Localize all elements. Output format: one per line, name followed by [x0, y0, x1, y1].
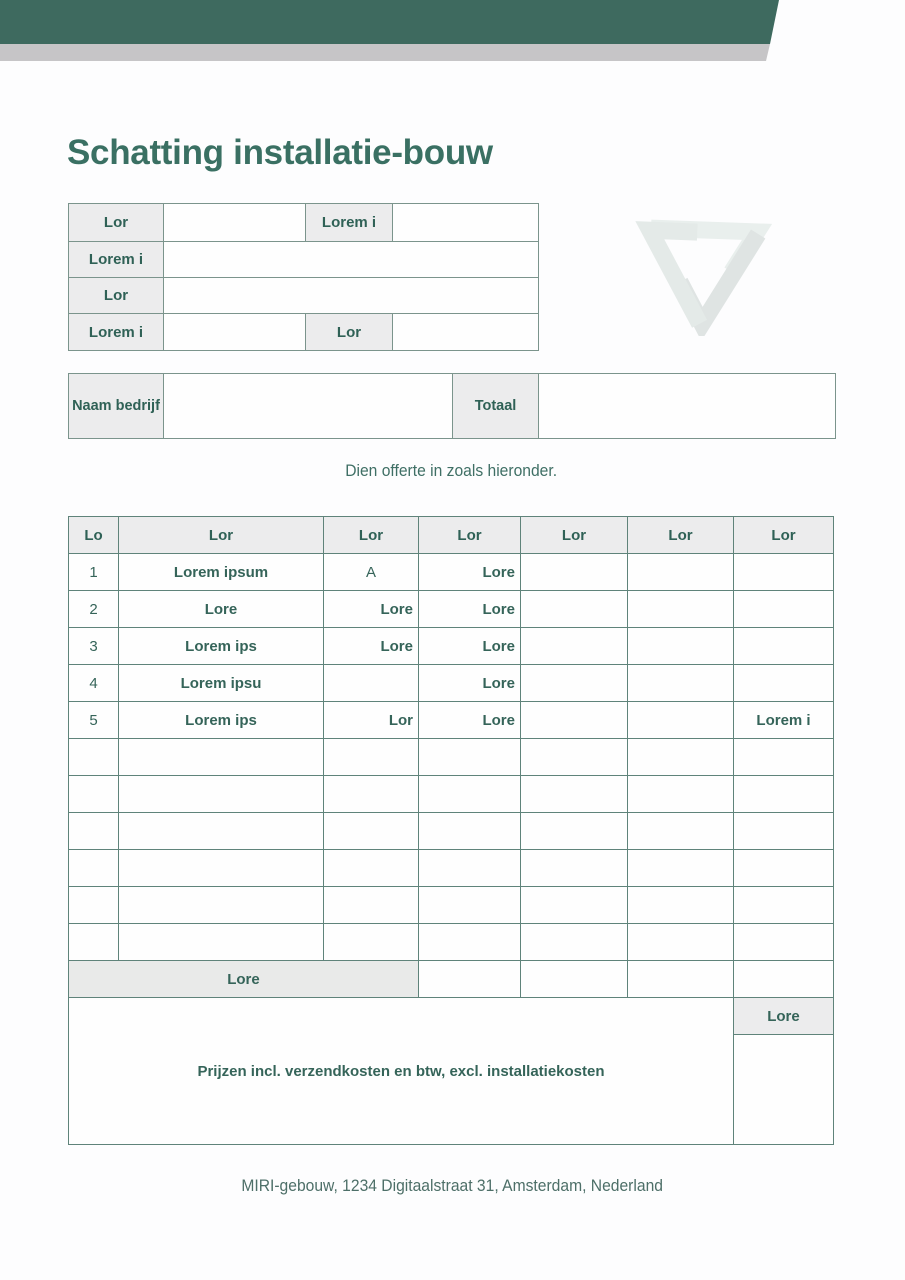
quote-row — [69, 628, 834, 665]
header-bar-gray — [0, 44, 770, 61]
quote-empty-cell[interactable] — [419, 776, 521, 813]
quote-empty-cell[interactable] — [628, 591, 734, 628]
quote-empty-cell[interactable] — [119, 850, 324, 887]
quote-empty-row — [69, 850, 834, 887]
quote-empty-cell[interactable] — [628, 813, 734, 850]
quote-empty-cell[interactable] — [69, 739, 119, 776]
quote-empty-cell[interactable] — [734, 850, 834, 887]
item-cell[interactable] — [734, 628, 834, 665]
item-cell[interactable] — [734, 665, 834, 702]
company-logo — [628, 196, 778, 336]
info-input-5[interactable] — [164, 314, 306, 351]
item-cell — [324, 665, 419, 702]
company-name-label: Naam bedrijf — [69, 374, 164, 439]
info-label-4: Lor — [69, 278, 164, 314]
item-description: Lorem ipsu — [119, 665, 324, 702]
item-description: Lorem ips — [119, 702, 324, 739]
quote-empty-cell[interactable] — [119, 887, 324, 924]
quote-empty-cell[interactable] — [324, 739, 419, 776]
item-description: Lorem ipsum — [119, 554, 324, 591]
item-cell: Lore — [419, 554, 521, 591]
quote-empty-cell[interactable] — [521, 591, 628, 628]
quote-row — [69, 554, 834, 591]
row-number: 5 — [69, 702, 119, 739]
info-input-3[interactable] — [164, 242, 539, 278]
info-table — [68, 203, 539, 351]
info-input-4[interactable] — [164, 278, 539, 314]
info-label-5: Lorem i — [69, 314, 164, 351]
quote-row — [69, 702, 834, 739]
info-input-2[interactable] — [393, 204, 539, 242]
quote-empty-row — [69, 739, 834, 776]
quote-empty-cell[interactable] — [324, 850, 419, 887]
quote-empty-cell[interactable] — [521, 702, 628, 739]
quote-empty-cell[interactable] — [521, 554, 628, 591]
quote-empty-cell[interactable] — [324, 813, 419, 850]
subtotal-cell[interactable] — [628, 961, 734, 998]
quote-empty-cell[interactable] — [734, 924, 834, 961]
company-name-input[interactable] — [164, 374, 453, 439]
column-header-2: Lor — [119, 517, 324, 554]
quote-empty-row — [69, 887, 834, 924]
quote-empty-cell[interactable] — [628, 887, 734, 924]
quote-empty-cell[interactable] — [119, 776, 324, 813]
subtotal-label: Lore — [69, 961, 419, 998]
row-number: 3 — [69, 628, 119, 665]
item-description: Lore — [119, 591, 324, 628]
item-cell: Lore — [324, 591, 419, 628]
item-cell: Lor — [324, 702, 419, 739]
column-header-7: Lor — [734, 517, 834, 554]
quote-empty-row — [69, 813, 834, 850]
info-label-6: Lor — [306, 314, 393, 351]
company-table — [68, 373, 836, 439]
item-cell: Lore — [419, 628, 521, 665]
quote-empty-cell[interactable] — [521, 813, 628, 850]
quote-empty-cell[interactable] — [628, 665, 734, 702]
quote-empty-cell[interactable] — [628, 850, 734, 887]
quote-empty-cell[interactable] — [69, 850, 119, 887]
quote-empty-cell[interactable] — [324, 924, 419, 961]
quote-empty-cell[interactable] — [69, 887, 119, 924]
item-cell[interactable] — [734, 554, 834, 591]
quote-row — [69, 591, 834, 628]
quote-empty-cell[interactable] — [734, 887, 834, 924]
column-header-6: Lor — [628, 517, 734, 554]
total-label: Totaal — [453, 374, 539, 439]
quote-empty-cell[interactable] — [69, 813, 119, 850]
quote-empty-cell[interactable] — [734, 813, 834, 850]
column-header-1: Lo — [69, 517, 119, 554]
quote-empty-cell[interactable] — [628, 776, 734, 813]
column-header-5: Lor — [521, 517, 628, 554]
quote-empty-cell[interactable] — [69, 924, 119, 961]
column-header-4: Lor — [419, 517, 521, 554]
item-cell: Lore — [419, 665, 521, 702]
footer-address: MIRI-gebouw, 1234 Digitaalstraat 31, Amsterdam, Nederland — [241, 1176, 664, 1195]
item-cell: Lore — [419, 591, 521, 628]
quote-empty-row — [69, 776, 834, 813]
quote-empty-cell[interactable] — [324, 887, 419, 924]
column-header-3: Lor — [324, 517, 419, 554]
row-number: 2 — [69, 591, 119, 628]
quote-empty-cell[interactable] — [628, 739, 734, 776]
quote-row — [69, 665, 834, 702]
header-bar-green — [0, 0, 779, 44]
info-label-3: Lorem i — [69, 242, 164, 278]
page-title: Schatting installatie-bouw — [67, 133, 493, 172]
item-cell: Lore — [324, 628, 419, 665]
subtotal-cell[interactable] — [419, 961, 521, 998]
item-cell: Lore — [419, 702, 521, 739]
item-description: Lorem ips — [119, 628, 324, 665]
quote-empty-cell[interactable] — [521, 665, 628, 702]
quote-empty-cell[interactable] — [521, 850, 628, 887]
quote-empty-cell[interactable] — [521, 628, 628, 665]
quote-empty-cell[interactable] — [628, 702, 734, 739]
quote-empty-cell[interactable] — [419, 850, 521, 887]
quote-empty-cell[interactable] — [119, 813, 324, 850]
row-number: 4 — [69, 665, 119, 702]
subtotal-cell[interactable] — [521, 961, 628, 998]
quote-empty-cell[interactable] — [419, 887, 521, 924]
quote-empty-cell[interactable] — [119, 739, 324, 776]
quote-empty-cell[interactable] — [419, 739, 521, 776]
quote-empty-cell[interactable] — [521, 776, 628, 813]
quote-empty-cell[interactable] — [521, 887, 628, 924]
quote-empty-cell[interactable] — [324, 776, 419, 813]
quote-header-row — [69, 517, 834, 554]
subtotal-cell[interactable] — [734, 961, 834, 998]
quote-table — [68, 516, 834, 1145]
quote-empty-cell[interactable] — [119, 924, 324, 961]
quote-empty-cell[interactable] — [419, 813, 521, 850]
pricing-note: Prijzen incl. verzendkosten en btw, excl. installatiekosten — [69, 998, 734, 1145]
quote-empty-cell[interactable] — [628, 924, 734, 961]
info-input-6[interactable] — [393, 314, 539, 351]
quote-empty-cell[interactable] — [734, 776, 834, 813]
row-number: 1 — [69, 554, 119, 591]
instruction-text: Dien offerte in zoals hieronder. — [345, 461, 558, 480]
grand-total-input[interactable] — [734, 1035, 834, 1145]
quote-empty-cell[interactable] — [628, 628, 734, 665]
item-cell: Lorem i — [734, 702, 834, 739]
quote-empty-cell[interactable] — [628, 554, 734, 591]
quote-empty-cell[interactable] — [521, 739, 628, 776]
grand-total-label: Lore — [734, 998, 834, 1035]
quote-empty-cell[interactable] — [69, 776, 119, 813]
total-input[interactable] — [539, 374, 836, 439]
quote-empty-cell[interactable] — [419, 924, 521, 961]
quote-empty-cell[interactable] — [734, 739, 834, 776]
pricing-row — [69, 998, 834, 1035]
subtotal-row — [69, 961, 834, 998]
info-label-2: Lorem i — [306, 204, 393, 242]
quote-empty-cell[interactable] — [521, 924, 628, 961]
info-input-1[interactable] — [164, 204, 306, 242]
quote-empty-row — [69, 924, 834, 961]
info-label-1: Lor — [69, 204, 164, 242]
item-cell[interactable] — [734, 591, 834, 628]
item-cell: A — [324, 554, 419, 591]
